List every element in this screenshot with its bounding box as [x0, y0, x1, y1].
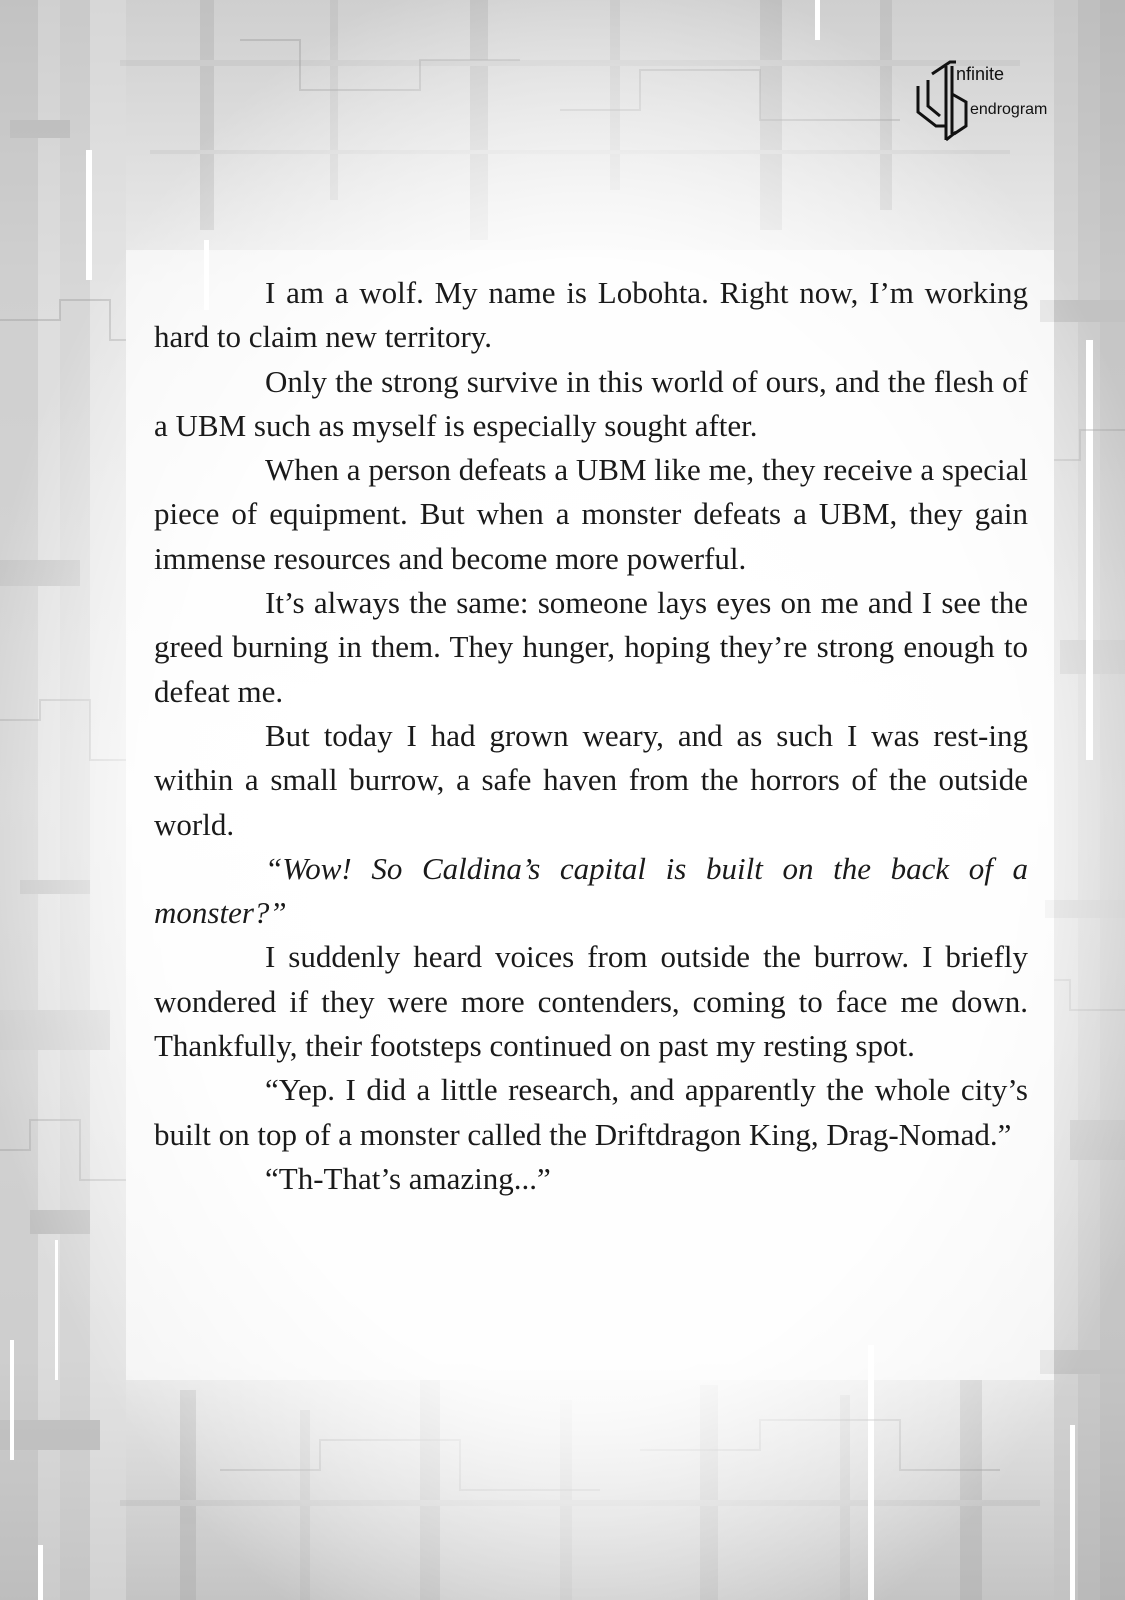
- body-text: [154, 271, 1028, 1201]
- logo-line2: endrogram: [970, 101, 1048, 118]
- paragraph: It’s always the same: someone lays eyes on me and I see the greed burning in them. They hunger, hoping they’re strong enough to defeat me.: [154, 585, 1028, 709]
- paragraph: “Yep. I did a little research, and apparently the whole city’s built on top of a monster called the Driftdragon King, Drag-Nomad.”: [154, 1072, 1028, 1152]
- paragraph: I suddenly heard voices from outside the burrow. I briefly wondered if they were more contenders, coming to face me down. Thankfully, their footsteps continued on past my resting spot.: [154, 939, 1028, 1064]
- paragraph: But today I had grown weary, and as such I was rest-ing within a small burrow, a safe haven from the horrors of the outside world.: [154, 717, 1028, 842]
- paragraph: “Th-That’s amazing...”: [265, 1160, 551, 1196]
- paragraph: Only the strong survive in this world of ours, and the flesh of a UBM such as myself is especially sought after.: [154, 363, 1028, 443]
- paragraph: When a person defeats a UBM like me, they receive a special piece of equipment. But when a monster defeats a UBM, they gain immense resources and become more powerful.: [154, 452, 1028, 576]
- logo-line1: nfinite: [956, 64, 1005, 84]
- infinite-dendrogram-logo: [906, 44, 1061, 144]
- paragraph-italic: “Wow! So Caldina’s capital is built on the back of a monster?”: [154, 850, 1028, 931]
- paragraph: I am a wolf. My name is Lobohta. Right now, I’m working hard to claim new territory.: [154, 275, 1028, 355]
